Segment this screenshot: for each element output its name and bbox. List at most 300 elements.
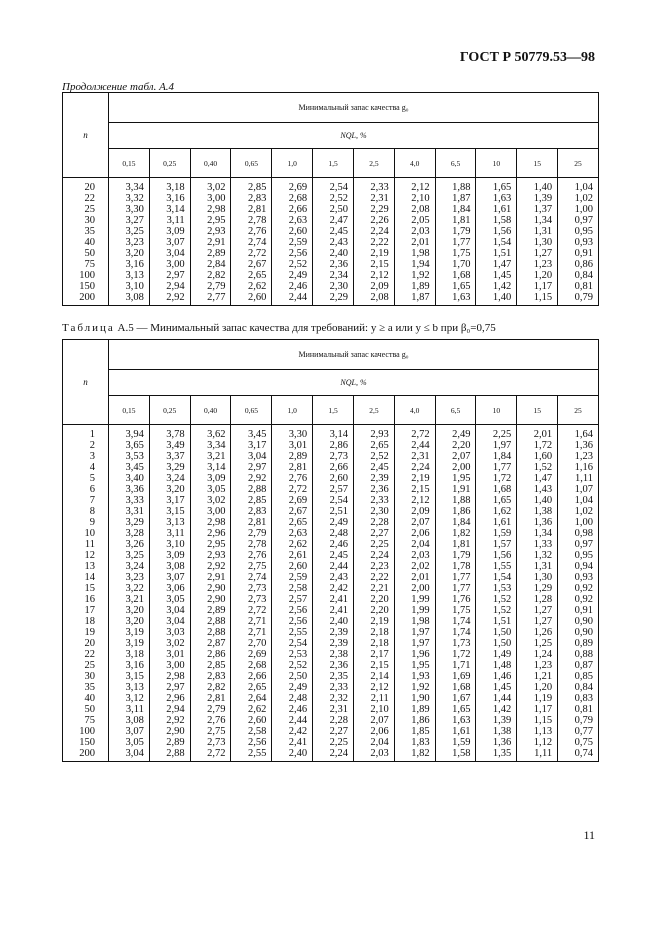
value-cell: 2,97 [231, 462, 272, 473]
value-cell: 3,40 [109, 473, 150, 484]
table-row [63, 704, 599, 715]
value-cell: 0,81 [558, 704, 599, 715]
value-cell: 1,86 [394, 715, 435, 726]
table-row [63, 748, 599, 762]
value-cell: 2,90 [190, 583, 231, 594]
value-cell: 2,44 [272, 715, 313, 726]
value-cell: 1,44 [476, 693, 517, 704]
value-cell: 2,78 [231, 215, 272, 226]
value-cell: 1,35 [476, 748, 517, 762]
value-cell: 1,19 [517, 693, 558, 704]
value-cell: 2,96 [190, 528, 231, 539]
row-n-cell: 6 [63, 484, 109, 495]
value-cell: 2,55 [231, 748, 272, 762]
nql-column-header: 10 [476, 396, 517, 425]
row-n-cell: 22 [63, 193, 109, 204]
value-cell: 3,02 [190, 495, 231, 506]
value-cell: 2,15 [353, 259, 394, 270]
value-cell: 0,79 [558, 292, 599, 306]
value-cell: 2,33 [313, 682, 354, 693]
group-header: Минимальный запас качества g₀ [109, 340, 599, 370]
value-cell: 2,65 [231, 682, 272, 693]
table-row [63, 539, 599, 550]
table-row [63, 451, 599, 462]
row-n-cell: 19 [63, 627, 109, 638]
value-cell: 3,29 [149, 462, 190, 473]
table-row [63, 594, 599, 605]
value-cell: 2,00 [394, 583, 435, 594]
value-cell: 3,04 [149, 605, 190, 616]
value-cell: 2,60 [231, 715, 272, 726]
value-cell: 2,76 [190, 715, 231, 726]
value-cell: 3,20 [109, 616, 150, 627]
value-cell: 3,09 [190, 473, 231, 484]
value-cell: 1,48 [476, 660, 517, 671]
table-row [63, 638, 599, 649]
value-cell: 2,64 [231, 693, 272, 704]
value-cell: 1,38 [476, 726, 517, 737]
value-cell: 1,16 [558, 462, 599, 473]
value-cell: 1,65 [476, 178, 517, 194]
table-row [63, 281, 599, 292]
value-cell: 3,65 [109, 440, 150, 451]
value-cell: 2,19 [394, 473, 435, 484]
nql-column-header: 25 [558, 149, 599, 178]
value-cell: 1,83 [394, 737, 435, 748]
value-cell: 1,73 [435, 638, 476, 649]
value-cell: 1,87 [435, 193, 476, 204]
value-cell: 2,72 [231, 248, 272, 259]
value-cell: 2,27 [313, 726, 354, 737]
row-n-cell: 5 [63, 473, 109, 484]
value-cell: 2,40 [272, 748, 313, 762]
value-cell: 1,36 [476, 737, 517, 748]
value-cell: 2,01 [394, 572, 435, 583]
value-cell: 2,69 [272, 495, 313, 506]
value-cell: 1,81 [435, 215, 476, 226]
value-cell: 2,69 [231, 649, 272, 660]
value-cell: 1,23 [517, 259, 558, 270]
value-cell: 1,96 [394, 649, 435, 660]
value-cell: 1,79 [435, 226, 476, 237]
value-cell: 2,31 [394, 451, 435, 462]
value-cell: 2,73 [231, 594, 272, 605]
value-cell: 3,07 [149, 237, 190, 248]
value-cell: 2,39 [313, 627, 354, 638]
value-cell: 2,62 [231, 281, 272, 292]
value-cell: 0,94 [558, 561, 599, 572]
value-cell: 3,27 [109, 215, 150, 226]
row-n-cell: 75 [63, 259, 109, 270]
value-cell: 2,93 [190, 226, 231, 237]
value-cell: 2,54 [313, 495, 354, 506]
value-cell: 2,58 [231, 726, 272, 737]
value-cell: 2,40 [313, 248, 354, 259]
value-cell: 2,41 [272, 737, 313, 748]
value-cell: 1,21 [517, 671, 558, 682]
value-cell: 1,89 [394, 704, 435, 715]
row-n-cell: 12 [63, 550, 109, 561]
value-cell: 3,29 [109, 517, 150, 528]
value-cell: 1,89 [394, 281, 435, 292]
value-cell: 1,88 [435, 495, 476, 506]
value-cell: 2,04 [394, 539, 435, 550]
table-row [63, 215, 599, 226]
value-cell: 1,11 [517, 748, 558, 762]
nql-column-header: 25 [558, 396, 599, 425]
value-cell: 2,07 [394, 517, 435, 528]
value-cell: 3,09 [149, 550, 190, 561]
value-cell: 1,50 [476, 638, 517, 649]
value-cell: 2,65 [231, 270, 272, 281]
value-cell: 2,17 [353, 649, 394, 660]
value-cell: 3,13 [109, 682, 150, 693]
value-cell: 2,81 [190, 693, 231, 704]
value-cell: 3,62 [190, 425, 231, 441]
value-cell: 0,74 [558, 748, 599, 762]
row-n-cell: 15 [63, 583, 109, 594]
value-cell: 2,56 [272, 616, 313, 627]
value-cell: 3,24 [149, 473, 190, 484]
value-cell: 1,98 [394, 616, 435, 627]
value-cell: 3,11 [109, 704, 150, 715]
value-cell: 3,04 [149, 616, 190, 627]
row-n-cell: 13 [63, 561, 109, 572]
value-cell: 2,49 [272, 682, 313, 693]
nql-column-header: 10 [476, 149, 517, 178]
value-cell: 1,50 [476, 627, 517, 638]
value-cell: 3,10 [109, 281, 150, 292]
value-cell: 1,53 [476, 583, 517, 594]
value-cell: 1,95 [394, 660, 435, 671]
value-cell: 3,18 [149, 178, 190, 194]
row-n-cell: 30 [63, 671, 109, 682]
value-cell: 2,24 [394, 462, 435, 473]
value-cell: 1,72 [517, 440, 558, 451]
value-cell: 2,15 [394, 484, 435, 495]
value-cell: 2,50 [313, 204, 354, 215]
value-cell: 1,93 [394, 671, 435, 682]
value-cell: 1,84 [435, 517, 476, 528]
value-cell: 3,16 [109, 259, 150, 270]
value-cell: 0,98 [558, 528, 599, 539]
value-cell: 2,14 [353, 671, 394, 682]
value-cell: 2,70 [231, 638, 272, 649]
value-cell: 2,86 [190, 649, 231, 660]
table-row [63, 248, 599, 259]
value-cell: 1,36 [558, 440, 599, 451]
value-cell: 2,20 [435, 440, 476, 451]
value-cell: 2,12 [353, 270, 394, 281]
value-cell: 2,60 [313, 473, 354, 484]
value-cell: 2,78 [231, 539, 272, 550]
value-cell: 3,00 [149, 259, 190, 270]
value-cell: 2,92 [190, 561, 231, 572]
row-n-cell: 17 [63, 605, 109, 616]
value-cell: 1,32 [517, 550, 558, 561]
col-n-header: n [63, 93, 109, 178]
value-cell: 1,23 [517, 660, 558, 671]
value-cell: 2,66 [313, 462, 354, 473]
value-cell: 3,04 [149, 248, 190, 259]
page-number: 11 [583, 828, 595, 842]
value-cell: 2,92 [149, 292, 190, 306]
value-cell: 3,24 [109, 561, 150, 572]
value-cell: 1,29 [517, 583, 558, 594]
table-row [63, 693, 599, 704]
value-cell: 1,61 [476, 204, 517, 215]
value-cell: 3,14 [313, 425, 354, 441]
table-row [63, 605, 599, 616]
row-n-cell: 35 [63, 226, 109, 237]
value-cell: 2,52 [272, 660, 313, 671]
value-cell: 3,53 [109, 451, 150, 462]
value-cell: 1,43 [517, 484, 558, 495]
value-cell: 1,99 [394, 594, 435, 605]
table-row [63, 259, 599, 270]
value-cell: 2,91 [190, 237, 231, 248]
value-cell: 1,78 [435, 561, 476, 572]
value-cell: 3,17 [149, 495, 190, 506]
value-cell: 1,56 [476, 550, 517, 561]
table-row [63, 425, 599, 441]
value-cell: 3,37 [149, 451, 190, 462]
value-cell: 3,02 [190, 178, 231, 194]
value-cell: 1,45 [476, 682, 517, 693]
nql-values-row [63, 396, 599, 425]
value-cell: 2,50 [272, 671, 313, 682]
value-cell: 2,12 [394, 495, 435, 506]
table-row [63, 572, 599, 583]
value-cell: 1,47 [517, 473, 558, 484]
value-cell: 0,92 [558, 583, 599, 594]
value-cell: 2,47 [313, 215, 354, 226]
value-cell: 1,07 [558, 484, 599, 495]
value-cell: 3,21 [109, 594, 150, 605]
value-cell: 3,15 [149, 506, 190, 517]
value-cell: 2,83 [231, 506, 272, 517]
table-row [63, 627, 599, 638]
value-cell: 3,23 [109, 237, 150, 248]
value-cell: 3,20 [109, 248, 150, 259]
value-cell: 3,03 [149, 627, 190, 638]
value-cell: 1,74 [435, 616, 476, 627]
value-cell: 1,02 [558, 193, 599, 204]
value-cell: 3,09 [149, 226, 190, 237]
value-cell: 1,82 [435, 528, 476, 539]
table-body [63, 425, 599, 762]
value-cell: 2,93 [190, 550, 231, 561]
value-cell: 2,77 [190, 292, 231, 306]
row-n-cell: 14 [63, 572, 109, 583]
value-cell: 3,00 [190, 193, 231, 204]
nql-values-row [63, 149, 599, 178]
value-cell: 1,68 [476, 484, 517, 495]
row-n-cell: 100 [63, 270, 109, 281]
row-n-cell: 40 [63, 693, 109, 704]
table-row [63, 671, 599, 682]
value-cell: 1,87 [394, 292, 435, 306]
row-n-cell: 100 [63, 726, 109, 737]
value-cell: 2,18 [353, 627, 394, 638]
value-cell: 3,31 [109, 506, 150, 517]
value-cell: 1,77 [435, 237, 476, 248]
value-cell: 3,11 [149, 528, 190, 539]
value-cell: 1,15 [517, 715, 558, 726]
value-cell: 2,48 [313, 528, 354, 539]
value-cell: 2,72 [272, 484, 313, 495]
value-cell: 3,16 [149, 193, 190, 204]
value-cell: 2,90 [149, 726, 190, 737]
value-cell: 2,82 [190, 270, 231, 281]
value-cell: 2,28 [313, 715, 354, 726]
value-cell: 2,44 [313, 561, 354, 572]
value-cell: 3,07 [109, 726, 150, 737]
value-cell: 1,70 [435, 259, 476, 270]
value-cell: 3,05 [109, 737, 150, 748]
value-cell: 2,83 [190, 671, 231, 682]
value-cell: 2,95 [190, 215, 231, 226]
value-cell: 2,09 [394, 506, 435, 517]
value-cell: 2,98 [190, 517, 231, 528]
value-cell: 2,43 [313, 572, 354, 583]
table-row [63, 178, 599, 194]
value-cell: 2,25 [313, 737, 354, 748]
value-cell: 3,01 [149, 649, 190, 660]
value-cell: 1,39 [476, 715, 517, 726]
value-cell: 2,59 [272, 572, 313, 583]
table-row [63, 649, 599, 660]
nql-column-header: 0,25 [149, 149, 190, 178]
value-cell: 1,65 [476, 495, 517, 506]
value-cell: 1,68 [435, 270, 476, 281]
value-cell: 3,08 [109, 715, 150, 726]
value-cell: 1,75 [435, 248, 476, 259]
value-cell: 1,51 [476, 248, 517, 259]
table-row [63, 193, 599, 204]
table-row [63, 506, 599, 517]
value-cell: 2,92 [231, 473, 272, 484]
value-cell: 1,11 [558, 473, 599, 484]
value-cell: 2,69 [272, 178, 313, 194]
value-cell: 1,49 [476, 649, 517, 660]
value-cell: 2,75 [190, 726, 231, 737]
value-cell: 0,90 [558, 627, 599, 638]
value-cell: 2,30 [353, 506, 394, 517]
value-cell: 2,67 [272, 506, 313, 517]
value-cell: 1,54 [476, 572, 517, 583]
value-cell: 2,38 [313, 649, 354, 660]
value-cell: 2,62 [272, 539, 313, 550]
value-cell: 0,93 [558, 237, 599, 248]
value-cell: 2,93 [353, 425, 394, 441]
value-cell: 3,78 [149, 425, 190, 441]
value-cell: 2,67 [231, 259, 272, 270]
value-cell: 0,77 [558, 726, 599, 737]
value-cell: 3,14 [190, 462, 231, 473]
value-cell: 3,10 [149, 539, 190, 550]
value-cell: 1,59 [476, 528, 517, 539]
value-cell: 1,17 [517, 704, 558, 715]
value-cell: 2,72 [190, 748, 231, 762]
value-cell: 3,28 [109, 528, 150, 539]
value-cell: 3,32 [109, 193, 150, 204]
value-cell: 2,10 [353, 704, 394, 715]
value-cell: 1,92 [394, 682, 435, 693]
value-cell: 2,88 [231, 484, 272, 495]
value-cell: 1,99 [394, 605, 435, 616]
value-cell: 2,44 [394, 440, 435, 451]
value-cell: 1,59 [435, 737, 476, 748]
value-cell: 1,63 [435, 292, 476, 306]
value-cell: 1,23 [558, 451, 599, 462]
value-cell: 2,49 [313, 517, 354, 528]
value-cell: 1,97 [394, 638, 435, 649]
value-cell: 1,61 [476, 517, 517, 528]
value-cell: 0,84 [558, 682, 599, 693]
value-cell: 1,86 [435, 506, 476, 517]
row-n-cell: 16 [63, 594, 109, 605]
value-cell: 3,19 [109, 638, 150, 649]
value-cell: 3,06 [149, 583, 190, 594]
value-cell: 2,19 [353, 248, 394, 259]
row-n-cell: 25 [63, 660, 109, 671]
value-cell: 2,60 [272, 226, 313, 237]
value-cell: 1,30 [517, 572, 558, 583]
value-cell: 2,25 [353, 539, 394, 550]
value-cell: 1,45 [476, 270, 517, 281]
value-cell: 0,91 [558, 248, 599, 259]
value-cell: 2,63 [272, 528, 313, 539]
value-cell: 2,81 [272, 462, 313, 473]
value-cell: 2,01 [517, 425, 558, 441]
value-cell: 1,90 [394, 693, 435, 704]
value-cell: 2,59 [272, 237, 313, 248]
value-cell: 2,15 [353, 660, 394, 671]
value-cell: 2,73 [313, 451, 354, 462]
value-cell: 2,55 [272, 627, 313, 638]
value-cell: 3,45 [109, 462, 150, 473]
value-cell: 2,00 [435, 462, 476, 473]
value-cell: 2,07 [435, 451, 476, 462]
value-cell: 2,58 [272, 583, 313, 594]
value-cell: 3,20 [109, 605, 150, 616]
value-cell: 2,21 [353, 583, 394, 594]
value-cell: 1,84 [435, 204, 476, 215]
value-cell: 1,75 [435, 605, 476, 616]
value-cell: 3,26 [109, 539, 150, 550]
value-cell: 2,25 [476, 425, 517, 441]
value-cell: 2,22 [353, 237, 394, 248]
value-cell: 2,79 [190, 281, 231, 292]
value-cell: 1,97 [394, 627, 435, 638]
value-cell: 3,13 [109, 270, 150, 281]
value-cell: 3,45 [231, 425, 272, 441]
table-row [63, 204, 599, 215]
row-n-cell: 3 [63, 451, 109, 462]
value-cell: 3,16 [109, 660, 150, 671]
value-cell: 1,88 [435, 178, 476, 194]
value-cell: 1,95 [435, 473, 476, 484]
nql-column-header: 2,5 [353, 149, 394, 178]
value-cell: 2,88 [190, 616, 231, 627]
value-cell: 1,62 [476, 506, 517, 517]
table-continuation-caption: Продолжение табл. А.4 [62, 81, 175, 93]
value-cell: 1,94 [394, 259, 435, 270]
value-cell: 2,51 [313, 506, 354, 517]
value-cell: 1,56 [476, 226, 517, 237]
value-cell: 2,12 [394, 178, 435, 194]
